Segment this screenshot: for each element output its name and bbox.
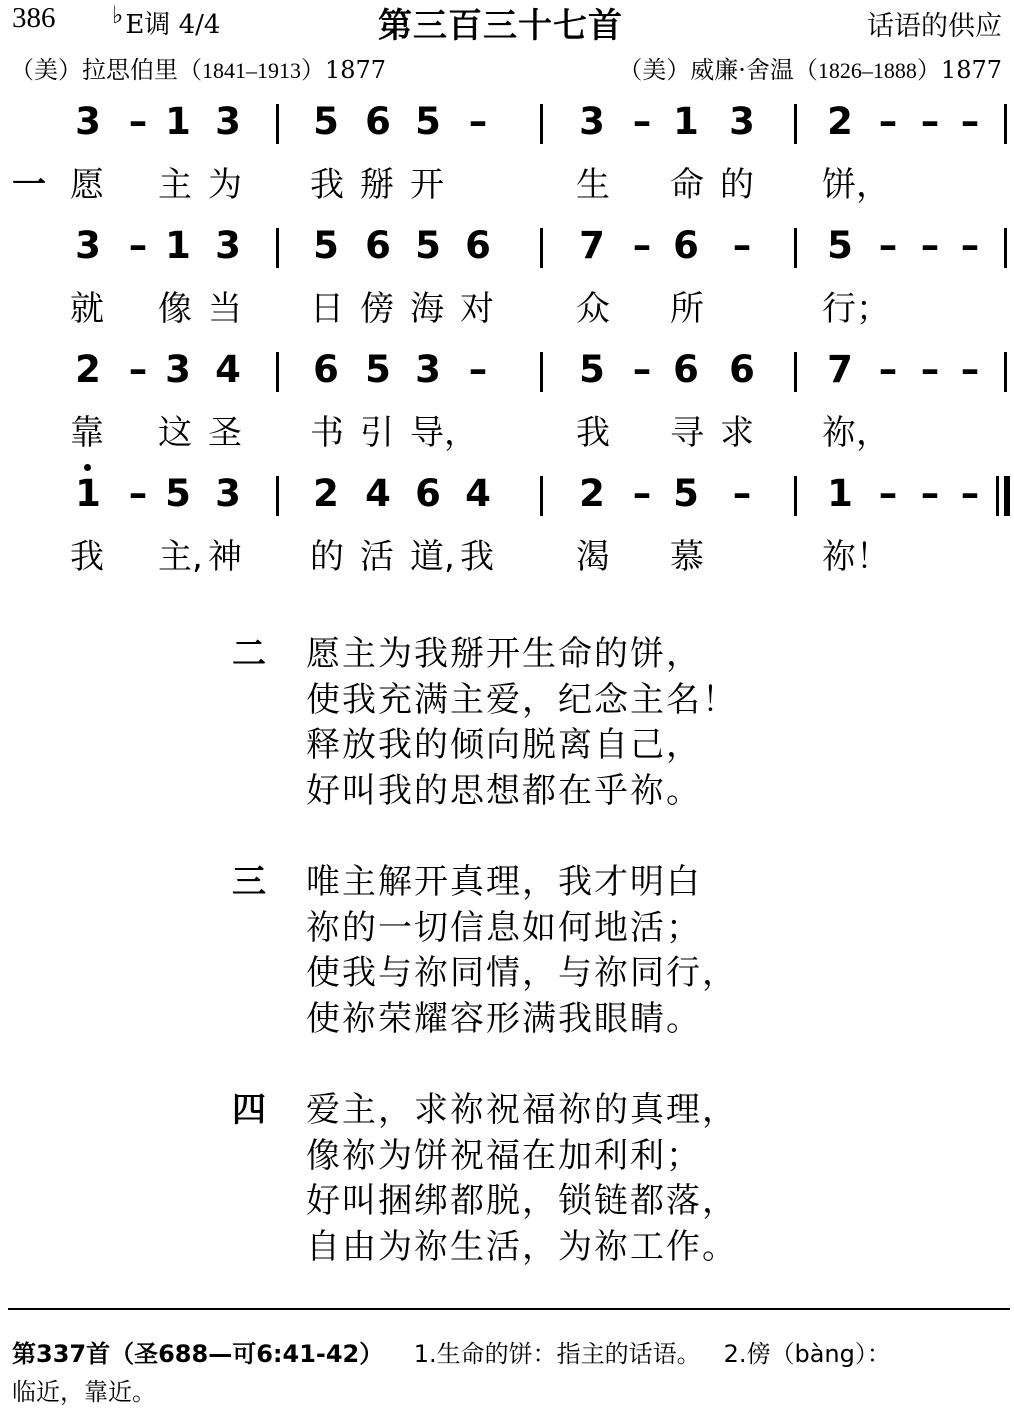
note-row: [0, 224, 1014, 284]
note-row: [0, 348, 1014, 408]
note: 1: [165, 100, 191, 143]
lyric-syllable: 日: [310, 289, 344, 329]
note: 1: [673, 100, 699, 143]
barline: [276, 476, 279, 516]
lyricist-credit: [10, 50, 386, 85]
note: 6: [729, 348, 755, 391]
barline: [1004, 352, 1007, 392]
note: 5: [365, 348, 391, 391]
lyric-row: [0, 281, 1014, 331]
barline: [540, 476, 543, 516]
note-extension: –: [732, 224, 752, 267]
note: 2: [75, 348, 101, 391]
lyric-syllable: 主: [158, 165, 192, 205]
note-extension: –: [632, 100, 652, 143]
note: 3: [579, 100, 605, 143]
lyric-syllable: 寻: [670, 413, 704, 453]
lyric-syllable: 像: [158, 289, 192, 329]
final-barline-thin: [996, 476, 999, 516]
lyric-syllable: 求: [720, 413, 754, 453]
lyric-syllable: 主,: [158, 537, 203, 577]
note: 6: [365, 100, 391, 143]
lyric-syllable: 对: [460, 289, 494, 329]
note: 3: [165, 348, 191, 391]
note: 7: [579, 224, 605, 267]
lyric-syllable: 活: [360, 537, 394, 577]
note: 3: [729, 100, 755, 143]
note-row: [0, 100, 1014, 160]
note-extension: –: [960, 100, 980, 143]
note-extension: –: [920, 348, 940, 391]
lyric-syllable: 道,: [410, 537, 455, 577]
flat-symbol: ♭: [112, 1, 124, 29]
note: 3: [215, 472, 241, 515]
note: 6: [365, 224, 391, 267]
composer-prefix: （美）威廉·舍温（: [618, 56, 818, 84]
barline: [794, 476, 797, 516]
lyric-syllable: 引: [360, 413, 394, 453]
lyric-syllable: 命: [670, 165, 704, 205]
note-extension: –: [878, 472, 898, 515]
verse-line: 自由为祢生活，为祢工作。: [306, 1226, 738, 1267]
note: 5: [673, 472, 699, 515]
barline: [794, 104, 797, 144]
lyric-syllable: 渴: [576, 537, 610, 577]
hymn-title: 第三百三十七首: [378, 6, 623, 46]
barline: [276, 104, 279, 144]
note: 4: [465, 472, 491, 515]
lyric-syllable: 慕: [670, 537, 704, 577]
verse-line: 释放我的倾向脱离自己，: [306, 725, 702, 765]
barline: [540, 352, 543, 392]
verse-line: 愿主为我掰开生命的饼，: [306, 634, 702, 674]
note: 6: [673, 224, 699, 267]
verse-line: 好叫我的思想都在乎祢。: [306, 770, 702, 811]
lyric-syllable: 愿: [70, 165, 104, 205]
note: 2: [313, 472, 339, 515]
verse-line: 唯主解开真理，我才明白: [306, 862, 702, 902]
key-time: E调 4/4: [125, 10, 221, 40]
note: 3: [415, 348, 441, 391]
lyric-syllable: 就: [70, 289, 104, 329]
lyric-syllable: 傍: [360, 289, 394, 329]
note-extension: –: [632, 348, 652, 391]
note-extension: –: [920, 472, 940, 515]
lyric-syllable: 这: [158, 413, 192, 453]
note: 6: [465, 224, 491, 267]
lyric-syllable: 行；: [822, 289, 890, 329]
lyric-syllable: 海: [410, 289, 444, 329]
barline: [540, 228, 543, 268]
verse-line: 好叫捆绑都脱，锁链都落，: [306, 1181, 738, 1221]
note-extension: –: [878, 100, 898, 143]
scripture-reference: 第337首（圣688—可6:41-42）: [12, 1340, 384, 1368]
lyric-syllable: 掰: [360, 165, 394, 205]
key-signature: [112, 1, 221, 41]
note: 5: [313, 224, 339, 267]
note: 1: [827, 472, 853, 515]
lyric-syllable: 当: [208, 289, 242, 329]
note-extension: –: [468, 100, 488, 143]
composer-credit: [618, 50, 1002, 85]
lyric-syllable: 的: [310, 537, 344, 577]
footnote-1: 1.生命的饼：指主的话语。: [413, 1340, 701, 1368]
lyricist-suffix: ）1877: [301, 56, 387, 84]
note: 6: [313, 348, 339, 391]
composer-suffix: ）1877: [916, 56, 1002, 84]
note: 1: [75, 472, 101, 515]
footer-divider: [8, 1308, 1010, 1310]
lyric-syllable: 开: [410, 165, 444, 205]
note-extension: –: [128, 348, 148, 391]
note-extension: –: [920, 100, 940, 143]
lyric-syllable: 祢，: [822, 413, 890, 453]
barline: [794, 228, 797, 268]
note: 3: [75, 100, 101, 143]
barline: [276, 352, 279, 392]
note: 6: [415, 472, 441, 515]
footnote-2: 2.傍（bàng）：: [723, 1340, 891, 1368]
note: 6: [673, 348, 699, 391]
lyric-syllable: 为: [208, 165, 242, 205]
lyric-syllable: 我: [576, 413, 610, 453]
verse-line: 使我充满主爱，纪念主名！: [306, 679, 738, 720]
note-extension: –: [468, 348, 488, 391]
note: 4: [215, 348, 241, 391]
note: 5: [165, 472, 191, 515]
verse-number-3: 三: [232, 862, 266, 902]
lyric-syllable: 的: [720, 165, 754, 205]
note-extension: –: [960, 224, 980, 267]
verse-number-2: 二: [232, 634, 266, 674]
note-row: [0, 472, 1014, 532]
note-extension: –: [878, 224, 898, 267]
lyric-row: [0, 157, 1014, 207]
lyric-syllable: 所: [670, 289, 704, 329]
verse-line: 爱主，求祢祝福祢的真理，: [306, 1090, 738, 1130]
lyric-syllable: 我: [70, 537, 104, 577]
footnote-2-continued: 临近，靠近。: [12, 1378, 156, 1406]
note-extension: –: [960, 472, 980, 515]
composer-years: 1826–1888: [817, 58, 917, 83]
note: 5: [579, 348, 605, 391]
note: 3: [215, 100, 241, 143]
note-extension: –: [920, 224, 940, 267]
verse-line: 使我与祢同情，与祢同行，: [306, 953, 738, 993]
barline: [1004, 228, 1007, 268]
barline: [794, 352, 797, 392]
lyric-syllable: 神: [208, 537, 242, 577]
note: 2: [827, 100, 853, 143]
verse-line: 祢的一切信息如何地活；: [306, 907, 702, 948]
lyric-syllable: 书: [310, 413, 344, 453]
note: 5: [313, 100, 339, 143]
note: 1: [165, 224, 191, 267]
note-extension: –: [128, 100, 148, 143]
note-extension: –: [632, 472, 652, 515]
note-extension: –: [128, 224, 148, 267]
verse-number-1: 一: [12, 165, 46, 205]
note-extension: –: [128, 472, 148, 515]
note: 3: [215, 224, 241, 267]
barline: [540, 104, 543, 144]
lyric-row: [0, 529, 1014, 579]
note-extension: –: [732, 472, 752, 515]
lyric-syllable: 导，: [410, 413, 478, 453]
note: 5: [415, 224, 441, 267]
barline: [276, 228, 279, 268]
barline: [1004, 104, 1007, 144]
lyric-syllable: 圣: [208, 413, 242, 453]
note-extension: –: [960, 348, 980, 391]
note-extension: –: [632, 224, 652, 267]
high-octave-dot: [84, 464, 91, 471]
lyric-syllable: 众: [576, 289, 610, 329]
note: 5: [827, 224, 853, 267]
page-number: 386: [12, 2, 56, 34]
lyric-syllable: 生: [576, 165, 610, 205]
note: 4: [365, 472, 391, 515]
lyric-row: [0, 405, 1014, 455]
verse-number-4: 四: [232, 1090, 266, 1130]
verse-line: 像祢为饼祝福在加利利；: [306, 1135, 702, 1176]
note: 3: [75, 224, 101, 267]
lyric-syllable: 靠: [70, 413, 104, 453]
note: 5: [415, 100, 441, 143]
lyric-syllable: 我: [310, 165, 344, 205]
lyric-syllable: 饼，: [822, 165, 890, 205]
lyricist-prefix: （美）拉思伯里（: [10, 56, 202, 84]
verse-line: 使祢荣耀容形满我眼睛。: [306, 998, 702, 1039]
note: 7: [827, 348, 853, 391]
note-extension: –: [878, 348, 898, 391]
lyric-syllable: 我: [460, 537, 494, 577]
footer-notes: [12, 1334, 891, 1369]
lyric-syllable: 祢！: [822, 537, 890, 577]
final-barline-thick: [1004, 476, 1010, 516]
note: 2: [579, 472, 605, 515]
lyricist-years: 1841–1913: [202, 58, 301, 83]
hymn-category: 话语的供应: [867, 11, 1002, 42]
